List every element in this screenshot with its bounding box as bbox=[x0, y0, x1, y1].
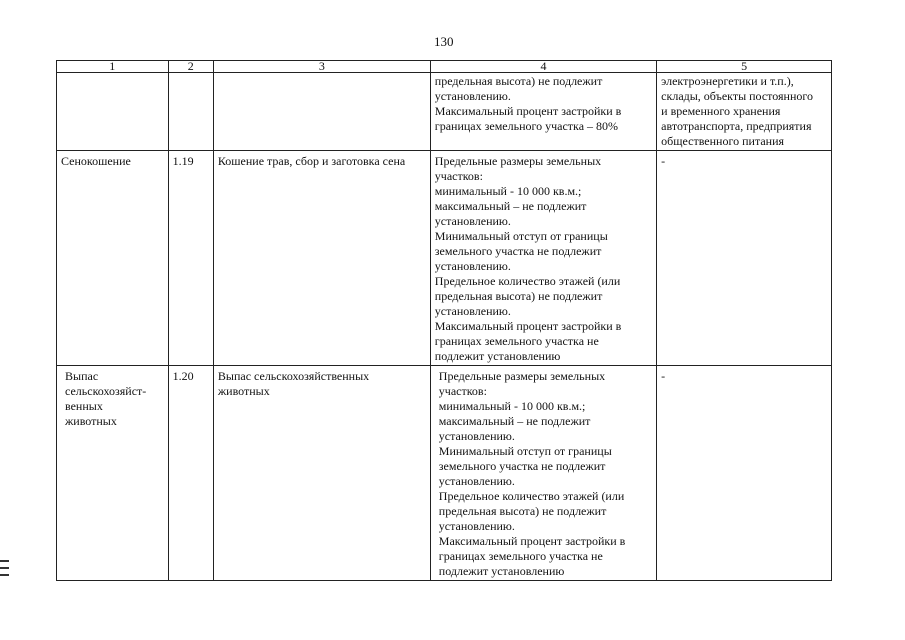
table-row-haymaking bbox=[57, 151, 832, 366]
row-parameters-cell: предельная высота) не подлежит установлению. Максимальный процент застройки в границах земельного участка – 80% bbox=[430, 73, 656, 151]
row-name-cell: Сенокошение bbox=[57, 151, 169, 366]
row-restrictions-cell: - bbox=[657, 366, 832, 581]
header-cell-3: 3 bbox=[213, 61, 430, 73]
header-cell-5: 5 bbox=[657, 61, 832, 73]
row-name-cell: Выпас сельскохозяйст- венных животных bbox=[57, 366, 169, 581]
row-code-cell: 1.20 bbox=[168, 366, 213, 581]
row-description-cell: Выпас сельскохозяйственных животных bbox=[213, 366, 430, 581]
row-description-cell: Кошение трав, сбор и заготовка сена bbox=[213, 151, 430, 366]
row-restrictions-cell: электроэнергетики и т.п.), склады, объекты постоянного и временного хранения автотранспорта, предприятия общественного питания bbox=[657, 73, 832, 151]
header-cell-4: 4 bbox=[430, 61, 656, 73]
table-row-continuation bbox=[57, 73, 832, 151]
margin-binding-mark bbox=[0, 560, 9, 576]
row-restrictions-cell: - bbox=[657, 151, 832, 366]
land-use-table bbox=[56, 60, 832, 581]
row-parameters-cell: Предельные размеры земельных участков: минимальный - 10 000 кв.м.; максимальный – не подлежит установлению. Минимальный отступ от границы земельного участка не подлежит установлению. Предельное количество этажей (или предельная высота) не подлежит установлению. Максимальный процент застройки в границах земельного участка не подлежит установлению bbox=[430, 151, 656, 366]
row-parameters-cell: Предельные размеры земельных участков: минимальный - 10 000 кв.м.; максимальный – не подлежит установлению. Минимальный отступ от границы земельного участка не подлежит установлению. Предельное количество этажей (или предельная высота) не подлежит установлению. Максимальный процент застройки в границах земельного участка не подлежит установлению bbox=[430, 366, 656, 581]
header-cell-2: 2 bbox=[168, 61, 213, 73]
row-name-cell bbox=[57, 73, 169, 151]
header-cell-1: 1 bbox=[57, 61, 169, 73]
page-number: 130 bbox=[434, 34, 454, 49]
row-code-cell bbox=[168, 73, 213, 151]
table-header-row bbox=[57, 61, 832, 73]
table-row-grazing bbox=[57, 366, 832, 581]
row-description-cell bbox=[213, 73, 430, 151]
row-code-cell: 1.19 bbox=[168, 151, 213, 366]
